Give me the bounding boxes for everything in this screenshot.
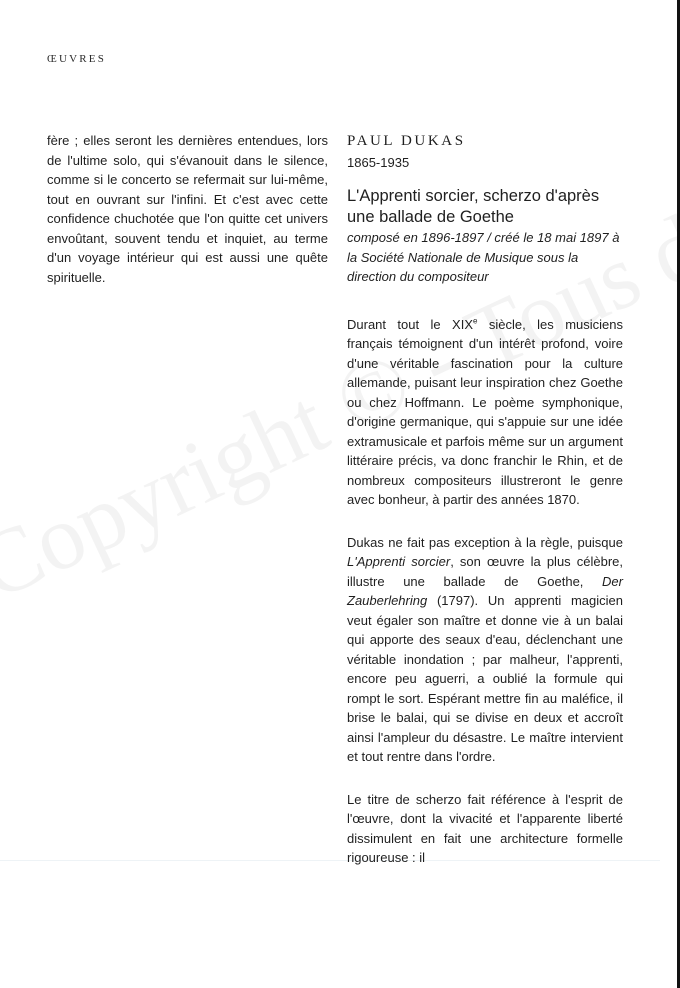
p2-text-1: Dukas ne fait pas exception à la règle, puisque	[347, 534, 623, 550]
work-subtitle: composé en 1896-1897 / créé le 18 mai 1897 à la Société Nationale de Musique sous la direction du compositeur	[347, 230, 620, 284]
p1-text-a: Durant tout le XIX	[347, 316, 474, 332]
p2-text-2: , son œuvre la plus célèbre, illustre une ballade de Goethe,	[347, 554, 624, 589]
paragraph-1	[347, 315, 623, 510]
left-column	[47, 131, 328, 287]
right-column	[347, 131, 623, 891]
paragraph-3: Le titre de scherzo fait référence à l'esprit de l'œuvre, dont la vivacité et l'apparente liberté dissimulent en fait une architecture formelle rigoureuse : il	[347, 791, 623, 865]
work-title: L'Apprenti sorcier, scherzo d'après une ballade de Goethe	[347, 187, 600, 226]
composer-dates: 1865-1935	[347, 155, 410, 170]
paragraph-2	[347, 533, 623, 767]
p1-text-b: siècle, les musiciens français témoignent d'un intérêt profond, voire d'une véritable fascination pour la culture allemande, puisant leur inspiration chez Goethe ou chez Hoffmann. Le poème symphonique, d'origine germanique, qui s'appuie sur une idée extramusicale et parfois même sur un argument littéraire précis, va donc franchir le Rhin, et de nombreux compositeurs illustreront le genre avec bonheur, à partir des années 1870.	[347, 316, 623, 507]
p2-italic-title-2: Der Zauberlehring	[347, 573, 623, 608]
p1-superscript: e	[473, 316, 478, 326]
composer-name: PAUL DUKAS	[347, 133, 466, 149]
running-head: ŒUVRES	[47, 53, 107, 65]
p2-italic-title-1: L'Apprenti sorcier	[347, 554, 451, 569]
left-paragraph: fère ; elles seront les dernières entendues, lors de l'ultime solo, qui s'évanouit dans le silence, comme si le concerto se refermait sur lui-même, tout en ouvrant sur l'infini. Et c'est avec cette confidence chuchotée que l'on quitte cet univers envoûtant, souvent tendu et inquiet, au terme d'un voyage intérieur qui est aussi une quête spirituelle.	[47, 133, 328, 285]
p2-text-3: (1797). Un apprenti magicien veut égaler son maître et donne vie à un balai qui apporte des seaux d'eau, déclenchant une véritable inondation ; par malheur, l'apprenti, encore peu aguerri, a oublié la formule qui rompt le sort. Espérant mettre fin au maléfice, il brise le balai, qui se divise en deux et accroît ainsi l'ampleur du désastre. Le maître intervient et tout rentre dans l'ordre.	[347, 593, 623, 764]
